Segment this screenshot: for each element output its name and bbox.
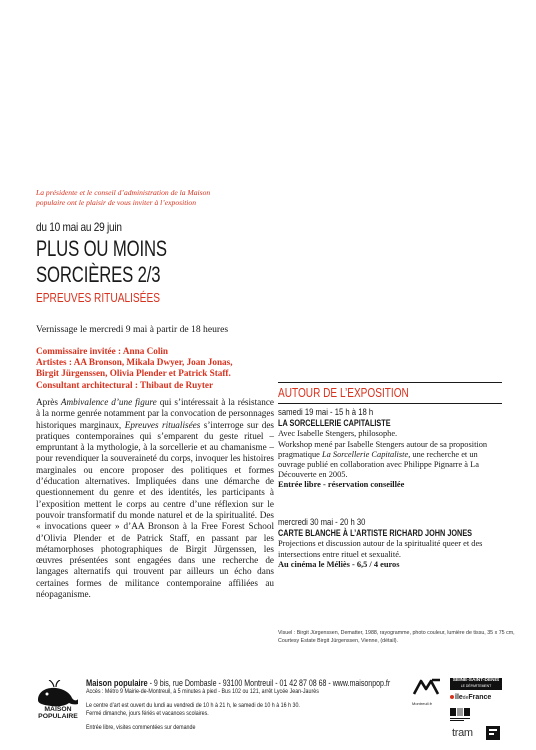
title-line-1: PLUS OU MOINS xyxy=(36,236,167,261)
logo-caption-line: POPULAIRE xyxy=(38,713,78,721)
visual-credit xyxy=(278,629,528,645)
exhibition-description xyxy=(36,397,274,600)
tram-label: tram xyxy=(452,727,473,739)
seine-label: SEINE-SAINT-DENIS xyxy=(452,678,500,683)
event-note: Au cinéma le Méliès - 6,5 / 4 euros xyxy=(278,559,400,569)
event-line: Avec Isabelle Stengers, philosophe. xyxy=(278,429,398,439)
desc-part: Après xyxy=(36,397,61,407)
event-title: LA SORCELLERIE CAPITALISTE xyxy=(278,418,391,430)
invitation-line: La présidente et le conseil d’administration de la Maison xyxy=(36,188,211,197)
org-name: Maison populaire xyxy=(86,677,148,688)
seine-saint-denis-logo xyxy=(450,678,502,690)
montreuil-logo xyxy=(412,678,446,704)
desc-italic: Ambivalence d’une figure xyxy=(60,397,157,407)
event-item xyxy=(278,408,506,491)
aside-top-rule xyxy=(278,382,502,383)
event-description xyxy=(278,440,506,481)
montreuil-label: Montreuil.fr xyxy=(412,701,433,706)
desc-italic: Epreuves ritualisées xyxy=(124,419,201,430)
seine-sub-label: LE DÉPARTEMENT xyxy=(460,684,492,688)
idf-part: France xyxy=(468,694,492,701)
footer-entry: Entrée libre, visites commentées sur demande xyxy=(86,724,196,731)
event-date: samedi 19 mai - 15 h à 18 h xyxy=(278,407,374,418)
event-description: Projections et discussion autour de la spiritualité queer et des intersections entre rituel et sexualité. xyxy=(278,539,483,559)
logo-caption-line: MAISON xyxy=(44,706,72,713)
footer-address-line xyxy=(86,677,391,688)
idf-part: île xyxy=(455,694,463,701)
event-note: Entrée libre - réservation conseillée xyxy=(278,480,405,490)
visual-credit-line: Visuel : Birgit Jürgenssen, Dematter, 1988, rayogramme, photo couleur, lumière de tissu, 35 x 75 cm, xyxy=(278,630,515,636)
idf-part: de xyxy=(462,695,469,701)
credits-block xyxy=(36,346,276,391)
network-icon xyxy=(486,726,500,740)
drac-logo xyxy=(450,708,472,722)
exhibition-dates: du 10 mai au 29 juin xyxy=(36,220,122,234)
architect-line: Consultant architectural : Thibaut de Ruyter xyxy=(36,379,214,390)
aside-section xyxy=(278,386,502,404)
montreuil-m-icon xyxy=(412,678,442,696)
aside-heading: AUTOUR DE L’EXPOSITION xyxy=(278,386,409,400)
aside-heading-rule xyxy=(278,403,502,404)
event-desc-part: Workshop mené par Isabelle Stengers autour de sa proposition pragmatique xyxy=(278,439,488,459)
footer-access: Accès : Métro 9 Mairie-de-Montreuil, à 5 minutes à pied - Bus 102 ou 121, arrêt Lycée Jean-Jaurès xyxy=(86,688,319,695)
exhibition-subtitle: EPREUVES RITUALISÉES xyxy=(36,290,160,305)
logo-caption xyxy=(38,706,78,721)
event-desc-italic: La Sorcellerie Capitaliste xyxy=(321,449,409,459)
maison-populaire-logo xyxy=(34,680,80,708)
tram-logo xyxy=(452,726,482,740)
artists-line: Birgit Jürgenssen, Olivia Plender et Patrick Staff. xyxy=(36,368,231,379)
title-line-2: SORCIÈRES 2/3 xyxy=(36,262,161,287)
event-date: mercredi 30 mai - 20 h 30 xyxy=(278,517,366,528)
footer-info xyxy=(86,678,406,732)
whale-icon xyxy=(34,680,80,708)
invitation-line: populaire ont le plaisir de vous inviter à l’exposition xyxy=(36,198,197,208)
event-title: CARTE BLANCHE À L’ARTISTE RICHARD JOHN JONES xyxy=(278,528,473,540)
iledefrance-logo xyxy=(450,693,506,703)
desc-part: s’interroge sur des pratiques contemporaines qui s’emparent du geste rituel – empruntant à la mythologie, à la sorcellerie et au chamanisme – pour revendiquer la souveraineté du corps, invoquer les histoires marginales ou encore proposer des politiques et formes d’éducation alternatives. Impliquées dans une démarche de questionnement du genre et des identités, les participants à l’exposition mettent le corps au centre d’une réflexion sur le pouvoir transformatif du monde naturel et de la spiritualité. Des « invocations queer » d’AA Bronson à la Free Forest School d’Olivia Plender et de Patrick Staff, en passant par les métamorphoses photographiques de Birgit Jürgenssen, les œuvres présentées sont engagées dans une recherche de langages alternatifs qui trouvent par ailleurs un écho dans certaines formes de militance contemporaine affiliées au néopaganisme. xyxy=(36,419,275,600)
footer-closed: Fermé dimanche, jours fériés et vacances scolaires. xyxy=(86,710,209,717)
curator-line: Commissaire invitée : Anna Colin xyxy=(36,346,169,356)
exhibition-title xyxy=(36,236,167,288)
footer-hours: Le centre d’art est ouvert du lundi au vendredi de 10 h à 21 h, le samedi de 10 h à 16 h 30. xyxy=(86,702,300,709)
org-address: - 9 bis, rue Dombasle - 93100 Montreuil - 01 42 87 08 68 - www.maisonpop.fr xyxy=(147,678,391,688)
event-desc-part: , une recherche et un ouvrage publié en collaboration avec Philippe Pignarre à La Découverte en 2005. xyxy=(278,449,479,480)
idf-dot-icon xyxy=(450,695,454,699)
network-logo xyxy=(486,726,500,740)
visual-credit-line: Courtesy Estate Birgit Jürgenssen, Vienne, (détail). xyxy=(278,638,399,644)
vernissage-text: Vernissage le mercredi 9 mai à partir de 18 heures xyxy=(36,324,229,335)
event-item xyxy=(278,518,506,570)
artists-line: Artistes : AA Bronson, Mikala Dwyer, Joan Jonas, xyxy=(36,357,233,368)
desc-part: qui s’intéressait à la résistance à la norme genrée notamment par la convocation de personnages historiques marginaux, xyxy=(36,397,275,430)
invitation-text xyxy=(36,188,266,209)
drac-marianne-icon xyxy=(450,708,472,722)
